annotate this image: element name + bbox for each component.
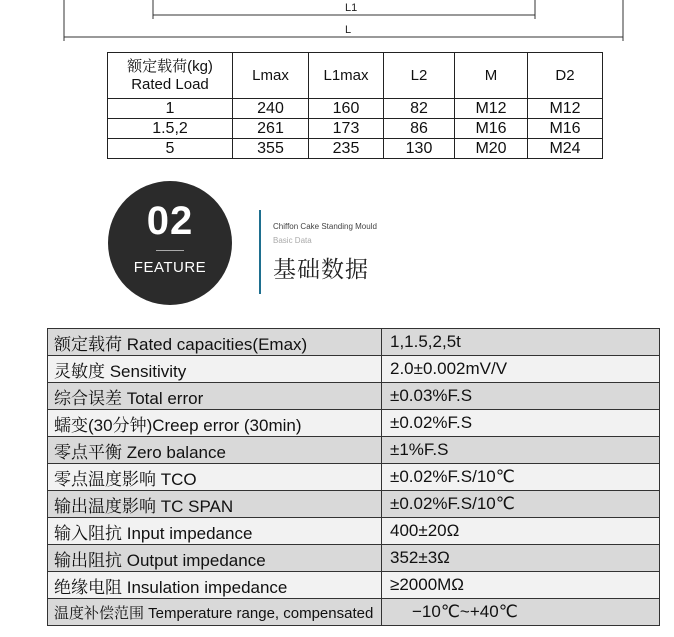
table-row <box>48 383 660 410</box>
table-row <box>48 518 660 545</box>
section-heading: 基础数据 <box>273 256 369 282</box>
spec-value: 2.0±0.002mV/V <box>382 356 660 383</box>
col-header: Lmax <box>233 53 309 99</box>
col-header: M <box>455 53 528 99</box>
table-cell: M16 <box>528 119 603 139</box>
spec-value: ≥2000MΩ <box>382 572 660 599</box>
table-row <box>48 437 660 464</box>
section-subtitle: Chiffon Cake Standing Mould <box>273 222 377 231</box>
table-row <box>48 329 660 356</box>
feature-word: FEATURE <box>133 259 207 276</box>
table-cell: 355 <box>233 139 309 159</box>
table-cell: 160 <box>309 99 384 119</box>
spec-value: ±1%F.S <box>382 437 660 464</box>
l1-label: L1 <box>345 2 358 14</box>
spec-key: 灵敏度 Sensitivity <box>48 356 382 383</box>
table-cell: M12 <box>528 99 603 119</box>
dimension-table-header <box>108 53 603 99</box>
table-cell: 1.5,2 <box>108 119 233 139</box>
table-cell: M20 <box>455 139 528 159</box>
heading-divider <box>259 210 261 294</box>
rated-load-header-cn: 额定载荷(kg) <box>127 57 213 75</box>
spec-key: 零点平衡 Zero balance <box>48 437 382 464</box>
spec-value: ±0.02%F.S/10℃ <box>382 464 660 491</box>
table-row <box>48 410 660 437</box>
specification-table <box>47 328 660 626</box>
spec-value: 1,1.5,2,5t <box>382 329 660 356</box>
spec-key: 输出阻抗 Output impedance <box>48 545 382 572</box>
col-header: L1max <box>309 53 384 99</box>
spec-key: 蠕变(30分钟)Creep error (30min) <box>48 410 382 437</box>
dimension-drawing <box>0 0 674 48</box>
section-subtitle-secondary: Basic Data <box>273 236 312 245</box>
spec-key: 额定载荷 Rated capacities(Emax) <box>48 329 382 356</box>
table-cell: M12 <box>455 99 528 119</box>
table-row <box>48 599 660 626</box>
badge-divider <box>156 250 184 251</box>
col-header: D2 <box>528 53 603 99</box>
table-row <box>48 356 660 383</box>
table-row <box>108 119 603 139</box>
rated-load-header <box>108 53 233 99</box>
table-cell: 86 <box>384 119 455 139</box>
table-cell: 5 <box>108 139 233 159</box>
spec-key: 输出温度影响 TC SPAN <box>48 491 382 518</box>
table-row <box>108 99 603 119</box>
table-row <box>48 545 660 572</box>
table-cell: M24 <box>528 139 603 159</box>
spec-value: 352±3Ω <box>382 545 660 572</box>
spec-key: 综合误差 Total error <box>48 383 382 410</box>
table-cell: 261 <box>233 119 309 139</box>
feature-badge <box>108 181 232 305</box>
table-cell: 1 <box>108 99 233 119</box>
col-header: L2 <box>384 53 455 99</box>
table-cell: 240 <box>233 99 309 119</box>
spec-key: 输入阻抗 Input impedance <box>48 518 382 545</box>
spec-value: ±0.02%F.S <box>382 410 660 437</box>
spec-key: 绝缘电阻 Insulation impedance <box>48 572 382 599</box>
table-row <box>48 491 660 518</box>
spec-value: ±0.03%F.S <box>382 383 660 410</box>
table-cell: 130 <box>384 139 455 159</box>
table-row <box>108 139 603 159</box>
spec-key: 零点温度影响 TCO <box>48 464 382 491</box>
table-cell: M16 <box>455 119 528 139</box>
spec-value: ±0.02%F.S/10℃ <box>382 491 660 518</box>
dimension-table <box>107 52 603 159</box>
table-cell: 173 <box>309 119 384 139</box>
table-cell: 235 <box>309 139 384 159</box>
table-cell: 82 <box>384 99 455 119</box>
spec-key: 温度补偿范围 Temperature range, compensated <box>48 599 382 626</box>
spec-value: −10℃~+40℃ <box>382 599 660 626</box>
feature-number: 02 <box>146 199 194 243</box>
l-label: L <box>345 24 352 36</box>
table-row <box>48 572 660 599</box>
rated-load-header-en: Rated Load <box>131 75 209 93</box>
spec-value: 400±20Ω <box>382 518 660 545</box>
table-row <box>48 464 660 491</box>
